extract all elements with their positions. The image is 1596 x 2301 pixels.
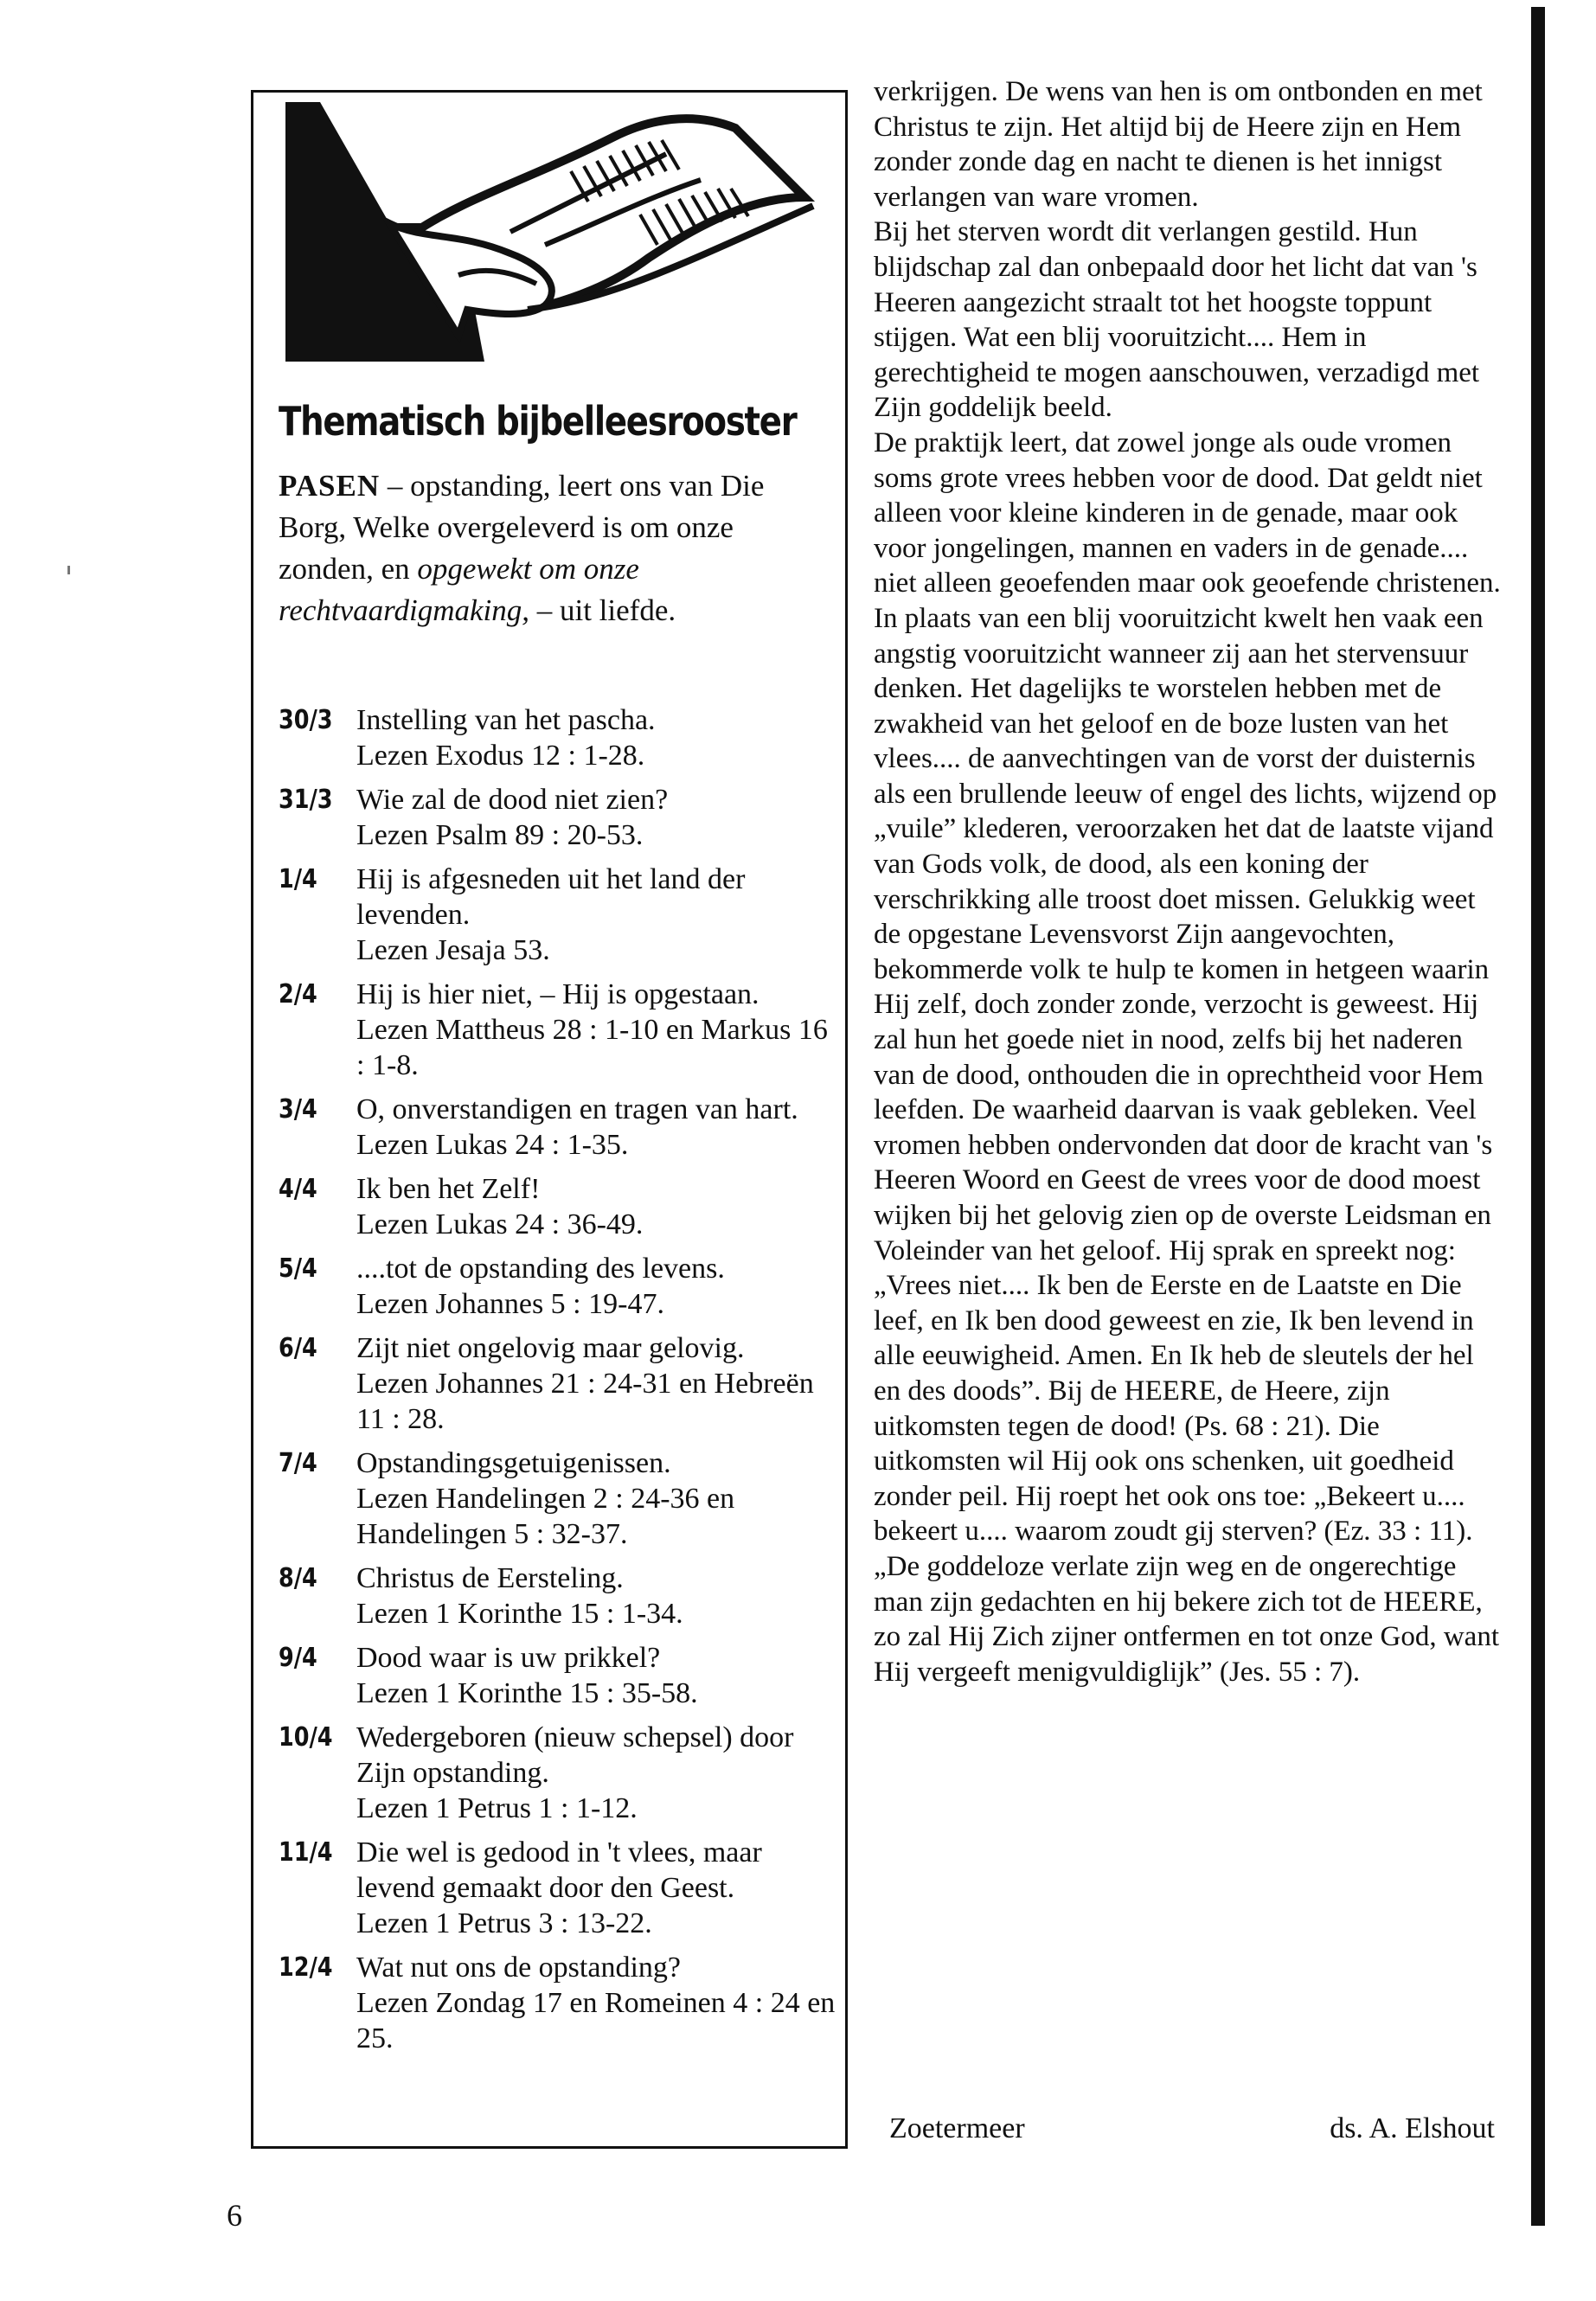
page-number: 6 — [227, 2198, 242, 2233]
entry-topic: Wedergeboren (nieuw schepsel) door Zijn opstanding. — [356, 1721, 794, 1789]
entry-topic: ....tot de opstanding des levens. — [356, 1253, 725, 1285]
intro-lead: PASEN — [279, 469, 381, 503]
entry-date: 30/3 — [279, 705, 333, 735]
intro-text-2: – uit liefde. — [529, 593, 676, 627]
schedule-title: Thematisch bijbelleesrooster — [279, 398, 797, 445]
intro-paragraph — [279, 465, 832, 631]
entry-reading: Lezen Johannes 5 : 19-47. — [356, 1288, 664, 1320]
entry-date: 5/4 — [279, 1253, 317, 1284]
schedule-entry — [279, 1171, 841, 1242]
entry-reading: Lezen Lukas 24 : 36-49. — [356, 1208, 644, 1240]
entry-topic: Opstandingsgetuigenissen. — [356, 1447, 671, 1479]
scan-mark — [67, 566, 70, 574]
entry-reading: Lezen Zondag 17 en Romeinen 4 : 24 en 25. — [356, 1987, 836, 2054]
intro-text-1: – opstanding, leert ons van Die Borg, Welke overgeleverd is om onze zonden, en — [279, 469, 765, 586]
entry-topic: Wie zal de dood niet zien? — [356, 784, 669, 816]
entry-topic: Dood waar is uw prikkel? — [356, 1642, 661, 1674]
schedule-entry — [279, 977, 841, 1083]
entry-topic: Zijt niet ongelovig maar gelovig. — [356, 1332, 745, 1364]
entry-topic: Hij is hier niet, – Hij is opgestaan. — [356, 978, 760, 1010]
schedule-entry — [279, 1330, 841, 1437]
entry-date: 31/3 — [279, 785, 333, 815]
entry-date: 3/4 — [279, 1094, 317, 1125]
entry-topic: Ik ben het Zelf! — [356, 1173, 541, 1205]
article-column — [874, 74, 1505, 1689]
entry-reading: Lezen Psalm 89 : 20-53. — [356, 819, 644, 851]
entry-topic: Hij is afgesneden uit het land der levenden. — [356, 863, 746, 931]
entry-reading: Lezen Mattheus 28 : 1-10 en Markus 16 : 1-8. — [356, 1014, 828, 1081]
schedule-entry — [279, 1092, 841, 1163]
signature-line — [889, 2112, 1495, 2145]
entry-date: 7/4 — [279, 1448, 317, 1478]
schedule-entry — [279, 1720, 841, 1826]
signature-author: ds. A. Elshout — [1330, 2112, 1495, 2144]
schedule-entry — [279, 1640, 841, 1711]
entry-date: 6/4 — [279, 1333, 317, 1363]
open-bible-illustration — [285, 102, 822, 362]
schedule-entry — [279, 862, 841, 968]
entry-date: 2/4 — [279, 979, 317, 1009]
schedule-entry — [279, 1950, 841, 2056]
entry-reading: Lezen Lukas 24 : 1-35. — [356, 1129, 629, 1161]
entry-reading: Lezen 1 Petrus 3 : 13-22. — [356, 1907, 652, 1939]
entry-date: 11/4 — [279, 1837, 333, 1868]
article-paragraph: verkrijgen. De wens van hen is om ontbonden en met Christus te zijn. Het altijd bij de Heere zijn en Hem zonder zonde dag en nacht te dienen is het innigst verlangen van ware vromen. — [874, 76, 1483, 213]
schedule-entry — [279, 1835, 841, 1941]
entry-reading: Lezen Handelingen 2 : 24-36 en Handelingen 5 : 32-37. — [356, 1483, 735, 1550]
entry-reading: Lezen Johannes 21 : 24-31 en Hebreën 11 : 28. — [356, 1368, 814, 1435]
schedule-entry — [279, 782, 841, 853]
entry-topic: Christus de Eersteling. — [356, 1562, 624, 1594]
entry-reading: Lezen Exodus 12 : 1-28. — [356, 740, 645, 772]
article-paragraph: Bij het sterven wordt dit verlangen gestild. Hun blijdschap zal dan onbepaald door het licht dat van 's Heeren aangezicht straalt tot het hoogste toppunt stijgen. Wat een blij vooruitzicht.... Hem in gerechtigheid te mogen aanschouwen, verzadigd met Zijn goddelijk beeld. — [874, 216, 1480, 424]
entry-reading: Lezen 1 Petrus 1 : 1-12. — [356, 1792, 638, 1824]
schedule-entry — [279, 702, 841, 773]
entry-topic: Die wel is gedood in 't vlees, maar levend gemaakt door den Geest. — [356, 1836, 762, 1904]
entry-reading: Lezen Jesaja 53. — [356, 934, 550, 966]
schedule-entry — [279, 1251, 841, 1322]
entry-reading: Lezen 1 Korinthe 15 : 35-58. — [356, 1677, 698, 1709]
page-edge-bar — [1531, 7, 1545, 2226]
entry-date: 1/4 — [279, 864, 317, 894]
entry-date: 9/4 — [279, 1643, 317, 1673]
signature-place: Zoetermeer — [889, 2112, 1025, 2144]
entry-date: 12/4 — [279, 1952, 333, 1983]
schedule-entry — [279, 1445, 841, 1552]
entry-topic: Wat nut ons de opstanding? — [356, 1952, 681, 1984]
entry-topic: O, onverstandigen en tragen van hart. — [356, 1093, 798, 1125]
intro-emphasis: opgewekt om onze rechtvaardigmaking, — [279, 552, 639, 627]
schedule-entry — [279, 1561, 841, 1631]
entry-reading: Lezen 1 Korinthe 15 : 1-34. — [356, 1598, 683, 1630]
entry-date: 8/4 — [279, 1563, 317, 1593]
article-paragraph: De praktijk leert, dat zowel jonge als oude vromen soms grote vrees hebben voor de dood. Dat geldt niet alleen voor kleine kinderen in de genade, maar ook voor jongelingen, mannen en vaders in de genade.... niet alleen geoefenden maar ook geoefende christenen. In plaats van een blij vooruitzicht kwelt hen vaak een angstig vooruitzicht wanneer zij aan het stervensuur denken. Het dagelijks te worstelen hebben met de zwakheid van het geloof en de boze lusten van het vlees.... de aanvechtingen van de vorst der duisternis als een brullende leeuw of engel des lichts, wijzend op „vuile” klederen, veroorzaken het dat de laatste vijand van Gods volk, de dood, als een koning der verschrikking alle troost doet missen. Gelukkig weet de opgestane Levensvorst Zijn aangevochten, bekommerde volk te hulp te komen in hetgeen waarin Hij zelf, doch zonder zonde, verzocht is geweest. Hij zal hun het goede niet in nood, zelfs bij het naderen van de dood, onthouden die in oprechtheid voor Hem leefden. De waarheid daarvan is vaak gebleken. Veel vromen hebben ondervonden dat door de kracht van 's Heeren Woord en Geest de vrees voor de dood moest wijken bij het gelovig zien op de overste Leidsman en Voleinder van het geloof. Hij sprak en spreekt nog: „Vrees niet.... Ik ben de Eerste en de Laatste en Die leef, en Ik ben dood geweest en zie, Ik ben levend in alle eeuwigheid. Amen. En Ik heb de sleutels der hel en des doods”. Bij de HEERE, de Heere, zijn uitkomsten tegen de dood! (Ps. 68 : 21). Die uitkomsten wil Hij ook ons schenken, uit goedheid zonder peil. Hij roept het ook ons toe: „Bekeert u.... bekeert u.... waarom zoudt gij sterven? (Ez. 33 : 11). „De goddeloze verlate zijn weg en de ongerechtige man zijn gedachten en hij bekere zich tot de HEERE, zo zal Hij Zich zijner ontfermen en tot onze God, want Hij vergeeft menigvuldiglijk” (Jes. 55 : 7). — [874, 426, 1501, 1688]
entry-topic: Instelling van het pascha. — [356, 704, 656, 736]
entry-date: 10/4 — [279, 1722, 333, 1753]
entry-date: 4/4 — [279, 1174, 317, 1204]
reading-schedule — [279, 702, 841, 2065]
